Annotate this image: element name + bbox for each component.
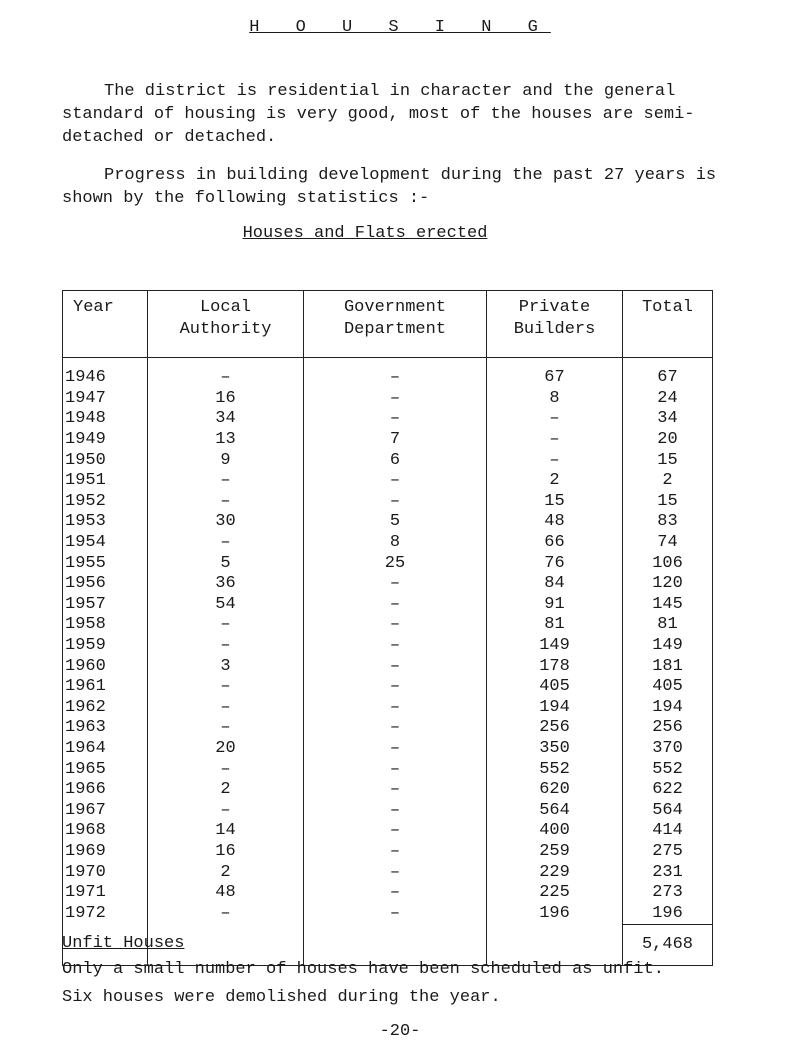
column-header: Total: [623, 291, 713, 358]
table-cell: 14: [148, 821, 304, 842]
year-cell: 1963: [63, 718, 148, 739]
table-cell: 15: [487, 492, 623, 513]
table-cell: –: [304, 409, 487, 430]
year-cell: 1969: [63, 842, 148, 863]
table-row: [63, 492, 713, 513]
table-cell: 30: [148, 512, 304, 533]
table-cell: 229: [487, 862, 623, 883]
table-cell: –: [304, 574, 487, 595]
table-row: [63, 698, 713, 719]
table-cell: 3: [148, 656, 304, 677]
total-cell: 405: [623, 677, 713, 698]
table-cell: 552: [487, 759, 623, 780]
year-cell: 1948: [63, 409, 148, 430]
year-cell: 1956: [63, 574, 148, 595]
total-cell: 81: [623, 615, 713, 636]
table-cell: 54: [148, 595, 304, 616]
table-cell: 13: [148, 430, 304, 451]
total-cell: 256: [623, 718, 713, 739]
table-cell: –: [304, 862, 487, 883]
total-cell: 231: [623, 862, 713, 883]
total-cell: 83: [623, 512, 713, 533]
table-cell: 66: [487, 533, 623, 554]
table-cell: 48: [487, 512, 623, 533]
year-cell: 1955: [63, 553, 148, 574]
table-row: [63, 656, 713, 677]
table-row: [63, 450, 713, 471]
page-number: -20-: [379, 1022, 421, 1041]
table-cell: 5: [304, 512, 487, 533]
table-row: [63, 615, 713, 636]
table-cell: 16: [148, 389, 304, 410]
total-cell: 24: [623, 389, 713, 410]
total-cell: 564: [623, 800, 713, 821]
total-cell: 414: [623, 821, 713, 842]
table-row: [63, 471, 713, 492]
total-cell: 120: [623, 574, 713, 595]
table-cell: 149: [487, 636, 623, 657]
table-row: [63, 512, 713, 533]
table-cell: –: [304, 698, 487, 719]
total-cell: 67: [623, 358, 713, 389]
unfit-line-2: Six houses were demolished during the year.: [62, 988, 501, 1007]
table-header: [63, 291, 713, 358]
table-cell: 620: [487, 780, 623, 801]
table-cell: –: [304, 780, 487, 801]
year-cell: 1949: [63, 430, 148, 451]
table-row: [63, 862, 713, 883]
year-cell: 1966: [63, 780, 148, 801]
table-cell: 16: [148, 842, 304, 863]
table-cell: 400: [487, 821, 623, 842]
table-row: [63, 409, 713, 430]
table-cell: 2: [487, 471, 623, 492]
year-cell: 1972: [63, 903, 148, 924]
year-cell: 1957: [63, 595, 148, 616]
total-cell: 15: [623, 450, 713, 471]
table-cell: –: [304, 739, 487, 760]
total-cell: 20: [623, 430, 713, 451]
total-cell: 181: [623, 656, 713, 677]
intro-paragraph: [62, 80, 762, 149]
year-cell: 1965: [63, 759, 148, 780]
table-cell: 256: [487, 718, 623, 739]
table-cell: –: [304, 656, 487, 677]
progress-text: Progress in building development during the past 27 years is shown by the following statistics :-: [62, 166, 717, 208]
table-row: [63, 430, 713, 451]
table-cell: –: [487, 430, 623, 451]
total-cell: 194: [623, 698, 713, 719]
column-header: Private Builders: [487, 291, 623, 358]
table-cell: –: [304, 842, 487, 863]
page-heading: H O U S I N G: [249, 18, 551, 37]
table-cell: 9: [148, 450, 304, 471]
table-cell: –: [148, 615, 304, 636]
table-cell: –: [304, 883, 487, 904]
total-cell: 34: [623, 409, 713, 430]
total-cell: 149: [623, 636, 713, 657]
table-cell: 34: [148, 409, 304, 430]
unfit-line-1: Only a small number of houses have been scheduled as unfit.: [62, 960, 664, 979]
table-row: [63, 739, 713, 760]
table-cell: –: [148, 358, 304, 389]
grand-total-cell: 5,468: [623, 925, 713, 966]
table-row: [63, 718, 713, 739]
total-cell: 106: [623, 553, 713, 574]
table-cell: –: [148, 759, 304, 780]
year-cell: 1964: [63, 739, 148, 760]
total-cell: 622: [623, 780, 713, 801]
total-cell: 552: [623, 759, 713, 780]
table-cell: –: [304, 492, 487, 513]
year-cell: 1946: [63, 358, 148, 389]
table-cell: 25: [304, 553, 487, 574]
table-cell: –: [487, 409, 623, 430]
table-cell: 178: [487, 656, 623, 677]
year-cell: 1958: [63, 615, 148, 636]
year-cell: 1947: [63, 389, 148, 410]
table-cell: –: [304, 821, 487, 842]
table-row: [63, 595, 713, 616]
table-cell: 8: [487, 389, 623, 410]
total-cell: 273: [623, 883, 713, 904]
table-cell: 196: [487, 903, 623, 924]
table-row: [63, 358, 713, 389]
year-cell: 1960: [63, 656, 148, 677]
table-cell: –: [304, 595, 487, 616]
year-cell: 1951: [63, 471, 148, 492]
table-cell: –: [304, 358, 487, 389]
table-row: [63, 800, 713, 821]
table-cell: 36: [148, 574, 304, 595]
table-row: [63, 883, 713, 904]
total-cell: 196: [623, 903, 713, 924]
year-cell: 1954: [63, 533, 148, 554]
table-row: [63, 389, 713, 410]
table-row: [63, 780, 713, 801]
housing-table: [62, 290, 713, 966]
table-cell: 76: [487, 553, 623, 574]
table-cell: 259: [487, 842, 623, 863]
year-cell: 1961: [63, 677, 148, 698]
table-cell: –: [148, 698, 304, 719]
total-cell: 15: [623, 492, 713, 513]
table-cell: –: [304, 759, 487, 780]
table-title: Houses and Flats erected: [242, 224, 488, 243]
table-row: [63, 553, 713, 574]
table-cell: –: [148, 800, 304, 821]
table-row: [63, 636, 713, 657]
total-cell: 370: [623, 739, 713, 760]
table-cell: 5: [148, 553, 304, 574]
table-cell: –: [148, 533, 304, 554]
table-cell: –: [304, 800, 487, 821]
total-cell: 275: [623, 842, 713, 863]
table-row: [63, 677, 713, 698]
table-cell: 6: [304, 450, 487, 471]
table-row: [63, 903, 713, 924]
table-row: [63, 821, 713, 842]
table-row: [63, 759, 713, 780]
table-cell: 48: [148, 883, 304, 904]
table-cell: –: [148, 718, 304, 739]
table-cell: –: [148, 471, 304, 492]
table-cell: 350: [487, 739, 623, 760]
table-cell: 564: [487, 800, 623, 821]
table-cell: –: [304, 677, 487, 698]
table-cell: –: [148, 636, 304, 657]
table-cell: 8: [304, 533, 487, 554]
table-cell: 91: [487, 595, 623, 616]
intro-text: The district is residential in character and the general standard of housing is very good, most of the houses are semi-detached or detached.: [62, 82, 695, 147]
table-cell: 2: [148, 780, 304, 801]
column-header: Government Department: [304, 291, 487, 358]
year-cell: 1967: [63, 800, 148, 821]
year-cell: 1950: [63, 450, 148, 471]
year-cell: 1959: [63, 636, 148, 657]
unfit-heading: Unfit Houses: [62, 934, 185, 953]
table-cell: 2: [148, 862, 304, 883]
table-cell: 67: [487, 358, 623, 389]
table-row: [63, 842, 713, 863]
table-cell: 225: [487, 883, 623, 904]
table-cell: 405: [487, 677, 623, 698]
table-cell: 81: [487, 615, 623, 636]
table-cell: –: [148, 677, 304, 698]
table-cell: 194: [487, 698, 623, 719]
table-cell: 20: [148, 739, 304, 760]
progress-paragraph: [62, 164, 762, 210]
table-row: [63, 533, 713, 554]
year-cell: 1952: [63, 492, 148, 513]
table-cell: –: [304, 718, 487, 739]
table-cell: –: [148, 492, 304, 513]
table-cell: –: [304, 615, 487, 636]
table-row: [63, 574, 713, 595]
total-cell: 74: [623, 533, 713, 554]
year-cell: 1953: [63, 512, 148, 533]
table-cell: –: [487, 450, 623, 471]
total-cell: 2: [623, 471, 713, 492]
table-cell: –: [304, 471, 487, 492]
table-header-row: [63, 291, 713, 358]
table-cell: –: [304, 636, 487, 657]
table-cell: –: [148, 903, 304, 924]
year-cell: 1970: [63, 862, 148, 883]
table-cell: –: [304, 389, 487, 410]
table-body: [63, 358, 713, 966]
year-cell: 1968: [63, 821, 148, 842]
table-cell: 84: [487, 574, 623, 595]
year-cell: 1962: [63, 698, 148, 719]
table-cell: –: [304, 903, 487, 924]
table-cell: 7: [304, 430, 487, 451]
column-header: Local Authority: [148, 291, 304, 358]
column-header: Year: [63, 291, 148, 358]
total-cell: 145: [623, 595, 713, 616]
year-cell: 1971: [63, 883, 148, 904]
